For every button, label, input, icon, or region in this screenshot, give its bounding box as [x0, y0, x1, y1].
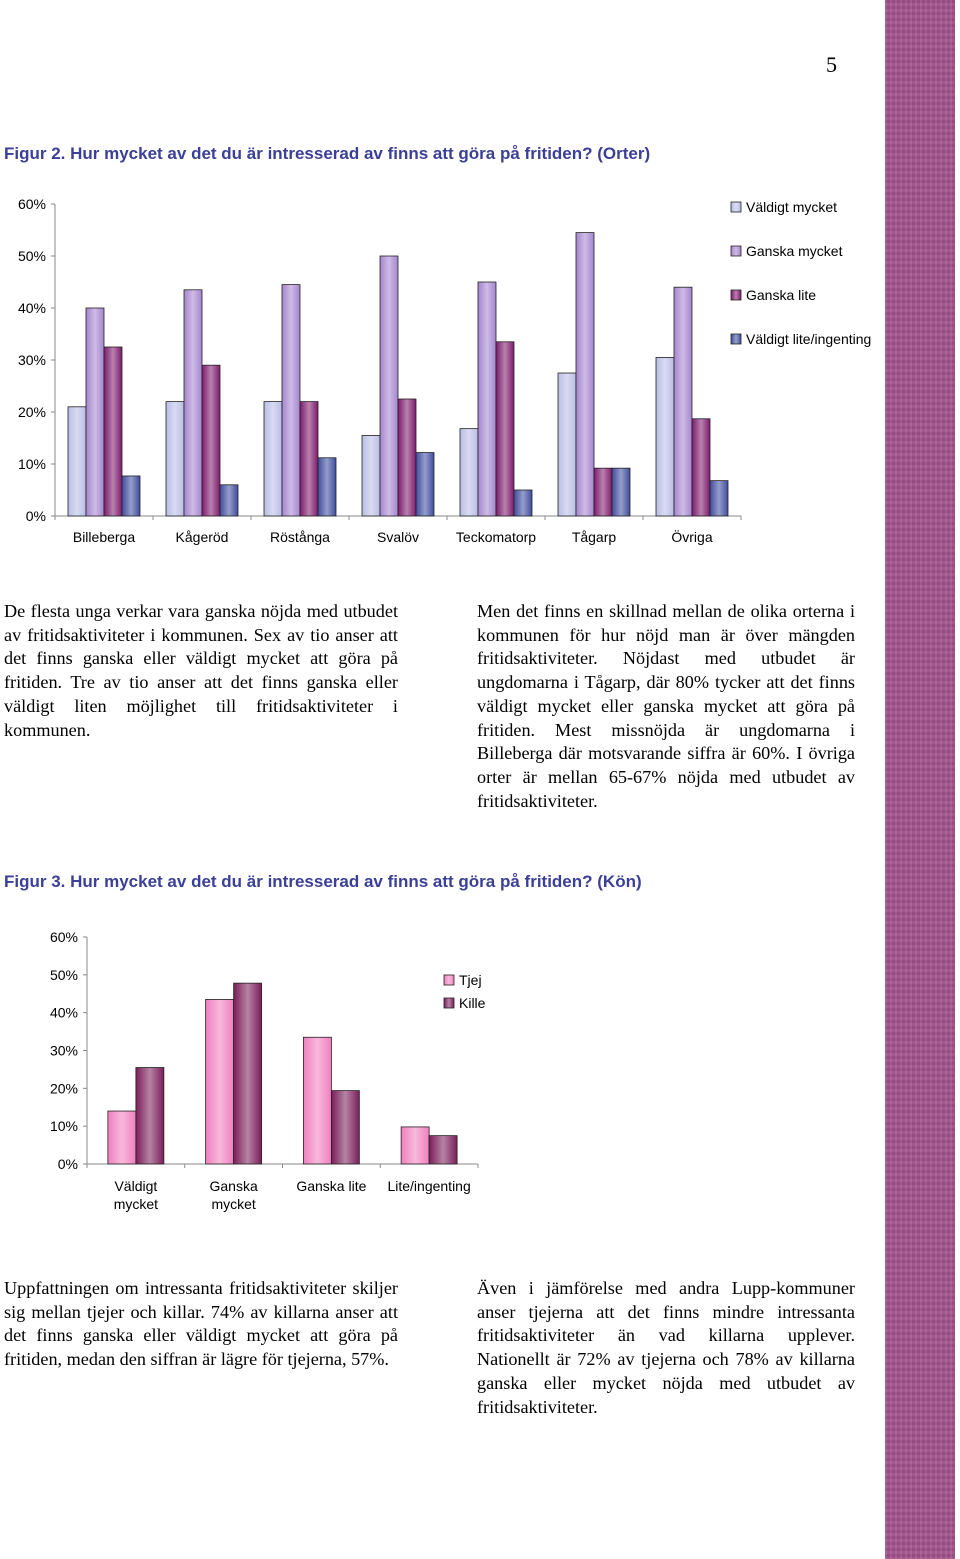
bar	[362, 435, 380, 516]
bar	[429, 1136, 457, 1164]
bar	[674, 287, 692, 516]
x-category-label: Väldigt mycket	[113, 1178, 159, 1212]
legend-label: Väldigt mycket	[746, 199, 838, 215]
figure-3-caption: Figur 3. Hur mycket av det du är intresserad av finns att göra på fritiden? (Kön)	[4, 872, 642, 891]
legend-swatch	[444, 975, 454, 985]
x-category-label: Ganska lite	[296, 1178, 367, 1194]
x-category-label: Teckomatorp	[455, 529, 537, 545]
legend-label: Kille	[459, 995, 486, 1011]
bar	[692, 419, 710, 516]
x-category-label: Kågeröd	[175, 529, 229, 545]
bar	[496, 342, 514, 516]
y-tick-label: 50%	[49, 966, 78, 983]
legend-swatch	[731, 246, 741, 256]
y-tick-label: 60%	[17, 196, 46, 212]
bar	[300, 402, 318, 516]
y-tick-label: 0%	[25, 508, 46, 524]
x-category-label: Billeberga	[72, 529, 136, 545]
page-number: 5	[826, 52, 837, 77]
bar	[282, 285, 300, 516]
bar	[202, 365, 220, 516]
figure-2-chart	[0, 190, 880, 560]
figure-3-chart	[0, 920, 560, 1225]
bar	[264, 402, 282, 516]
y-tick-label: 10%	[49, 1118, 78, 1135]
legend-swatch	[731, 202, 741, 212]
bar	[104, 347, 122, 516]
legend-label: Väldigt lite/ingenting	[746, 331, 872, 347]
bar	[184, 290, 202, 516]
x-category-label: Svalöv	[376, 529, 420, 545]
y-tick-label: 40%	[17, 300, 46, 316]
bar	[478, 282, 496, 516]
y-tick-label: 20%	[49, 1080, 78, 1097]
decorative-side-bar	[885, 0, 955, 1559]
x-category-label: Röstånga	[270, 529, 330, 545]
paragraph-4: Även i jämförelse med andra Lupp-kommuner anser tjejerna att det finns mindre intressanta fritidsaktiviteter än vad killarna upplever. Nationellt är 72% av tjejerna och 78% av killarna ganska eller mycket nöjda med utbudet av fritidsaktiviteter.	[477, 1278, 855, 1417]
bar	[68, 407, 86, 516]
legend-label: Ganska mycket	[746, 243, 843, 259]
legend-label: Ganska lite	[746, 287, 817, 303]
legend-swatch	[731, 334, 741, 344]
bar	[220, 485, 238, 516]
bar	[401, 1127, 429, 1164]
paragraph-2: Men det finns en skillnad mellan de olika orterna i kommunen för hur nöjd man är över mängden fritidsaktiviteter. Nöjdast med utbudet är ungdomarna i Tågarp, där 80% tycker att det finns väldigt mycket eller ganska mycket att göra på fritiden. Mest missnöjda är ungdomarna i Billeberga där motsvarande siffra är 60%. I övriga orter är mellan 65-67% nöjda med utbudet av fritidsaktiviteter.	[477, 601, 855, 811]
bar	[122, 476, 140, 516]
y-tick-label: 20%	[17, 404, 46, 420]
bar	[576, 233, 594, 516]
legend-swatch	[444, 998, 454, 1008]
figure-2-caption: Figur 2. Hur mycket av det du är intresserad av finns att göra på fritiden? (Orter)	[4, 144, 651, 163]
y-tick-label: 50%	[17, 248, 46, 264]
bar	[558, 373, 576, 516]
legend-label: Tjej	[459, 972, 482, 988]
x-category-label: Ganska mycket	[209, 1178, 258, 1212]
paragraph-1: De flesta unga verkar vara ganska nöjda med utbudet av fritidsaktiviteter i kommunen. Sex av tio anser att det finns ganska eller väldigt mycket att göra på fritiden. Tre av tio anser att det finns ganska eller väldigt liten möjlighet till fritidsaktiviteter i kommunen.	[4, 601, 398, 740]
bar	[594, 468, 612, 516]
bar	[136, 1068, 164, 1164]
bar	[460, 429, 478, 516]
bar	[86, 308, 104, 516]
bar	[166, 402, 184, 516]
y-tick-label: 10%	[17, 456, 46, 472]
legend-swatch	[731, 290, 741, 300]
bar	[206, 999, 234, 1164]
bar	[234, 983, 262, 1164]
bar	[656, 357, 674, 516]
bar	[380, 256, 398, 516]
paragraph-3: Uppfattningen om intressanta fritidsaktiviteter skiljer sig mellan tjejer och killar. 74% av killarna anser att det finns ganska eller väldigt mycket att göra på fritiden, medan den siffran är lägre för tjejerna, 57%.	[4, 1278, 398, 1370]
y-tick-label: 60%	[49, 929, 78, 945]
y-tick-label: 40%	[49, 1004, 78, 1021]
x-category-label: Tågarp	[571, 529, 617, 545]
y-tick-label: 30%	[49, 1042, 78, 1059]
bar	[318, 458, 336, 516]
x-category-label: Övriga	[671, 529, 713, 545]
bar	[303, 1037, 331, 1164]
y-tick-label: 0%	[57, 1156, 78, 1172]
bar	[710, 481, 728, 516]
bar	[108, 1111, 136, 1164]
bar	[514, 490, 532, 516]
x-category-label: Lite/ingenting	[387, 1178, 471, 1194]
bar	[398, 399, 416, 516]
bar	[612, 468, 630, 516]
bar	[416, 453, 434, 516]
bar	[331, 1091, 359, 1164]
y-tick-label: 30%	[17, 352, 46, 368]
